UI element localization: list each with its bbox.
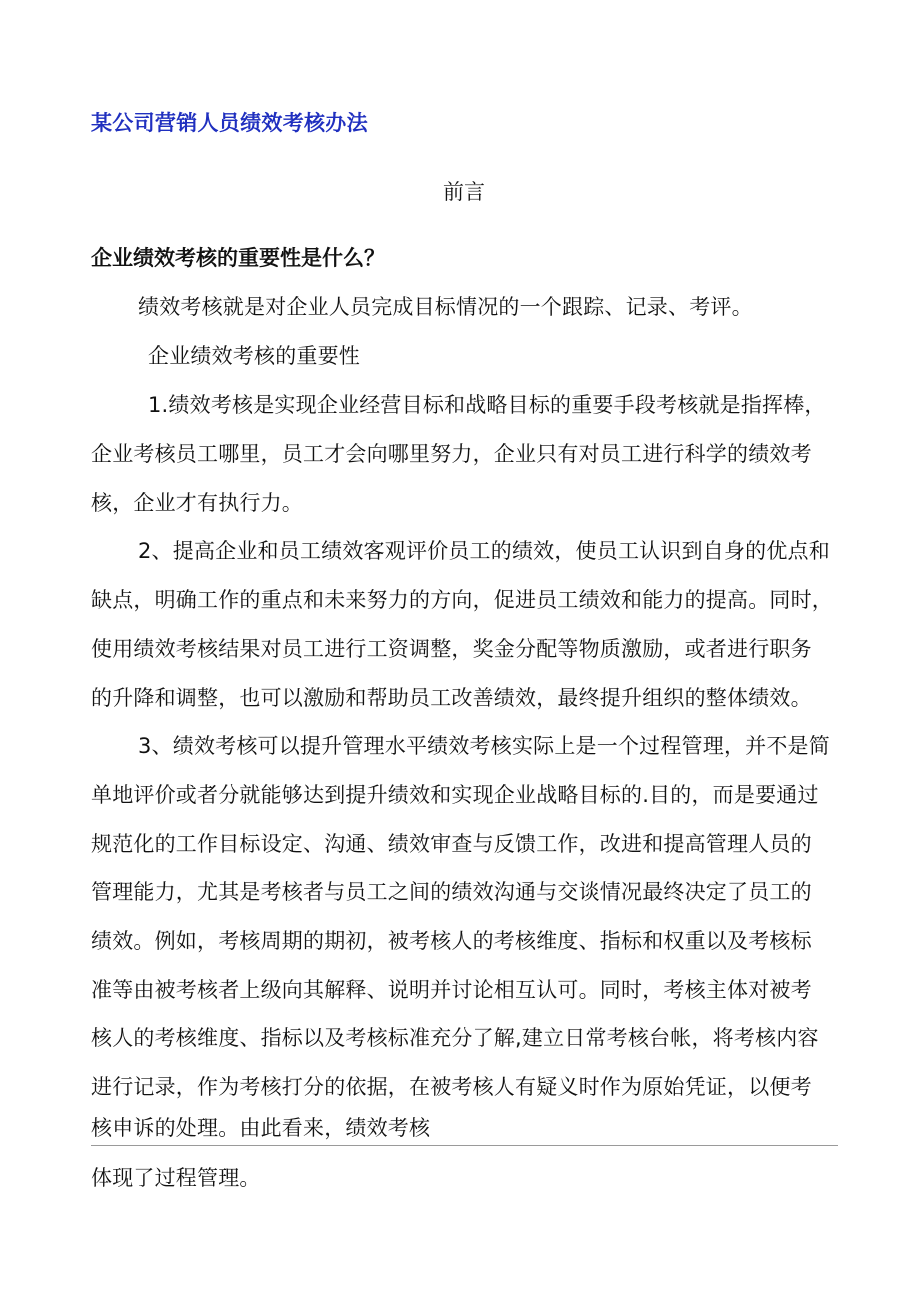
paragraph-line: 规范化的工作目标设定、沟通、绩效审查与反馈工作，改进和提高管理人员的 [91, 832, 812, 856]
paragraph-line: 1.绩效考核是实现企业经营目标和战略目标的重要手段考核就是指挥棒， [148, 393, 826, 417]
paragraph-line: 企业考核员工哪里，员工才会向哪里努力，企业只有对员工进行科学的绩效考 [91, 442, 812, 466]
preface-heading: 前言 [443, 180, 485, 204]
paragraph-line: 准等由被考核者上级向其解释、说明并讨论相互认可。同时，考核主体对被考 [91, 978, 812, 1002]
paragraph-line: 缺点，明确工作的重点和未来努力的方向，促进员工绩效和能力的提高。同时， [91, 588, 833, 612]
paragraph-line: 绩效。例如，考核周期的期初，被考核人的考核维度、指标和权重以及考核标 [91, 929, 812, 953]
paragraph-line: 的升降和调整，也可以激励和帮助员工改善绩效，最终提升组织的整体绩效。 [91, 686, 812, 710]
paragraph-line: 进行记录，作为考核打分的依据，在被考核人有疑义时作为原始凭证，以便考 [91, 1075, 812, 1099]
section-question: 企业绩效考核的重要性是什么？ [91, 246, 385, 270]
document-title: 某公司营销人员绩效考核办法 [91, 111, 368, 135]
page-divider [91, 1145, 838, 1146]
paragraph-line: 2、提高企业和员工绩效客观评价员工的绩效，使员工认识到自身的优点和 [138, 539, 830, 563]
paragraph-line: 3、绩效考核可以提升管理水平绩效考核实际上是一个过程管理，并不是简 [138, 734, 830, 758]
paragraph-line: 绩效考核就是对企业人员完成目标情况的一个跟踪、记录、考评。 [138, 295, 753, 319]
paragraph-line: 核申诉的处理。由此看来，绩效考核 [91, 1116, 431, 1140]
paragraph-line: 单地评价或者分就能够达到提升绩效和实现企业战略目标的.目的，而是要通过 [91, 783, 819, 807]
paragraph-line: 核人的考核维度、指标以及考核标准充分了解,建立日常考核台帐，将考核内容 [91, 1026, 819, 1050]
paragraph-line: 体现了过程管理。 [91, 1166, 261, 1190]
paragraph-line: 使用绩效考核结果对员工进行工资调整，奖金分配等物质激励，或者进行职务 [91, 637, 812, 661]
paragraph-line: 企业绩效考核的重要性 [148, 344, 360, 368]
paragraph-line: 管理能力，尤其是考核者与员工之间的绩效沟通与交谈情况最终决定了员工的 [91, 880, 812, 904]
paragraph-line: 核，企业才有执行力。 [91, 491, 303, 515]
